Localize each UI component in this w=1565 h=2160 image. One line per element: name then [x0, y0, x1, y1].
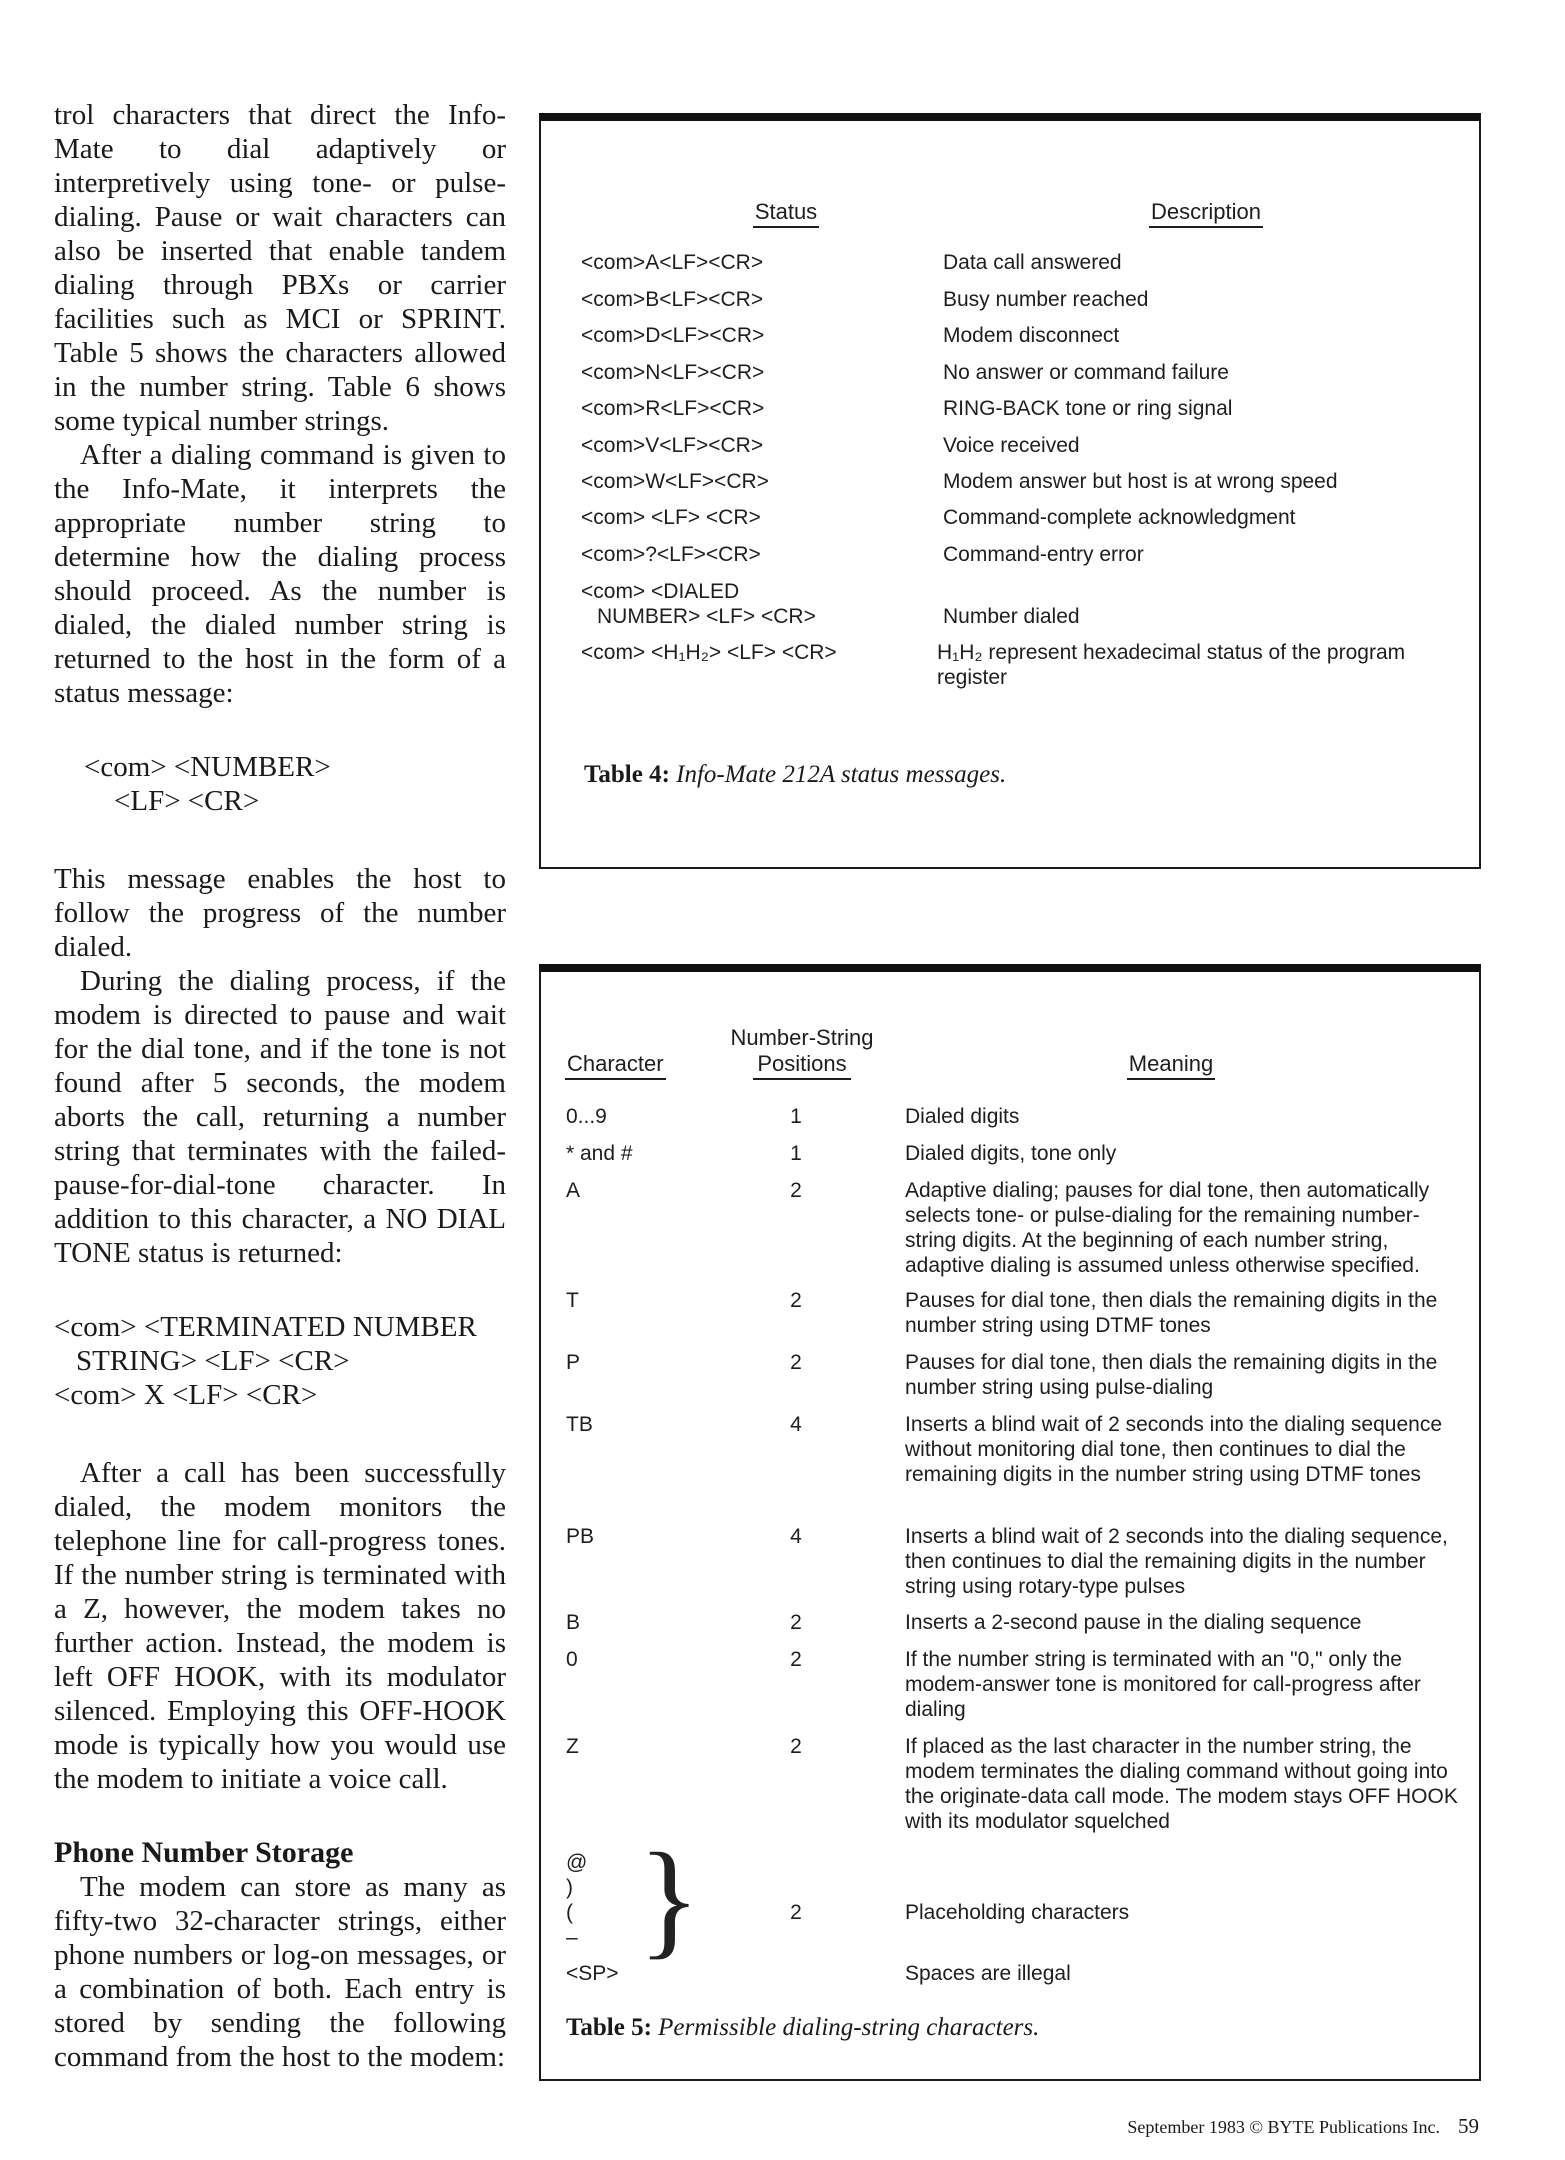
status-description: No answer or command failure: [943, 361, 1229, 384]
character-meaning: Dialed digits, tone only: [905, 1142, 1117, 1165]
page-number: 59: [1458, 2114, 1479, 2138]
table5-box: [539, 964, 1481, 2081]
status-code-line: NUMBER> <LF> <CR>: [597, 605, 816, 628]
caption-text: Permissible dialing-string characters.: [658, 2014, 1040, 2041]
header-label: Positions: [753, 1051, 850, 1080]
string-positions: 2: [790, 1611, 802, 1634]
status-description: Busy number reached: [943, 288, 1149, 311]
section-heading: Phone Number Storage: [54, 1836, 354, 1869]
paragraph: trol characters that direct the Info-Mate to dial adaptively or interpretively using tone- or pulse-dialing. Pause or wait characters can also be inserted that enable tandem dialing through PBXs or carrier facilities such as MCI or SPRINT. Table 5 shows the characters allowed in the number string. Table 6 shows some typical number strings.: [54, 99, 506, 437]
status-code: <com>B<LF><CR>: [581, 288, 764, 311]
dial-character: ): [566, 1876, 573, 1899]
status-code: <com> <H₁H₂> <LF> <CR>: [581, 641, 837, 664]
dial-character: PB: [566, 1525, 595, 1548]
caption-label: Table 4:: [584, 761, 670, 788]
status-code: <com>A<LF><CR>: [581, 251, 764, 274]
code-line: <com> X <LF> <CR>: [54, 1379, 318, 1411]
dial-character: T: [566, 1289, 579, 1312]
status-description: Command-entry error: [943, 543, 1144, 566]
status-description: H₁H₂ represent hexadecimal status of the program register: [937, 641, 1406, 689]
dial-character: Z: [566, 1735, 579, 1758]
dial-character: TB: [566, 1413, 593, 1436]
status-description: Number dialed: [943, 605, 1080, 628]
string-positions: 2: [790, 1735, 802, 1758]
string-positions: 2: [790, 1289, 802, 1312]
table4-header-status: [661, 199, 911, 228]
header-label: Description: [1149, 199, 1263, 228]
status-message-example: [54, 750, 506, 818]
header-label: Meaning: [1127, 1051, 1215, 1080]
table4-box: [539, 113, 1481, 869]
status-code: <com>R<LF><CR>: [581, 397, 765, 420]
placeholding-character-list: [566, 1850, 606, 1950]
code-line: <com> <NUMBER>: [84, 751, 331, 783]
string-positions: 4: [790, 1525, 802, 1548]
status-code: <com>V<LF><CR>: [581, 434, 764, 457]
header-label: Character: [565, 1051, 666, 1080]
dial-character: @: [566, 1851, 588, 1874]
string-positions: 1: [790, 1142, 802, 1165]
string-positions: 2: [790, 1351, 802, 1374]
character-meaning: Pauses for dial tone, then dials the remaining digits in the number string using DTMF tones: [905, 1289, 1438, 1337]
code-line: <com> <TERMINATED NUMBER: [54, 1311, 477, 1343]
dial-character: B: [566, 1611, 581, 1634]
character-meaning: Inserts a blind wait of 2 seconds into the dialing sequence without monitoring dial tone, then continues to dial the remaining digits in the number string using DTMF tones: [905, 1413, 1443, 1486]
status-description: Data call answered: [943, 251, 1122, 274]
character-meaning: If placed as the last character in the number string, the modem terminates the dialing command without going into the originate-data call mode. The modem stays OFF HOOK with its modulator squelched: [905, 1735, 1458, 1833]
table4-header-description: [1081, 199, 1331, 228]
dial-character: (: [566, 1901, 573, 1924]
footer-credit: September 1983 © BYTE Publications Inc.: [1127, 2117, 1440, 2137]
character-meaning: Spaces are illegal: [905, 1962, 1071, 1985]
paragraph: This message enables the host to follow the progress of the number dialed.: [54, 863, 506, 963]
character-meaning: If the number string is terminated with an "0," only the modem-answer tone is monitored for call-progress after dialing: [905, 1648, 1421, 1721]
string-positions: 2: [790, 1901, 802, 1924]
paragraph: After a call has been successfully dialed, the modem monitors the telephone line for call-progress tones. If the number string is terminated with a Z, however, the modem takes no further action. Instead, the modem is left OFF HOOK, with its modulator silenced. Employing this OFF-HOOK mode is typically how you would use the modem to initiate a voice call.: [54, 1457, 506, 1795]
dial-character: P: [566, 1351, 581, 1374]
character-meaning: Adaptive dialing; pauses for dial tone, then automatically selects tone- or pulse-dialing for the remaining number-string digits. At the beginning of each number string, adaptive dialing is assumed unless otherwise specified.: [905, 1179, 1430, 1277]
table5-header-character: [565, 1051, 695, 1080]
status-code: <com>?<LF><CR>: [581, 543, 761, 566]
dial-character: 0: [566, 1648, 578, 1671]
article-column: [54, 98, 506, 2074]
right-brace-icon: }: [638, 1827, 701, 1971]
status-description: Command-complete acknowledgment: [943, 506, 1296, 529]
caption-text: Info-Mate 212A status messages.: [676, 761, 1007, 788]
dial-character: * and #: [566, 1142, 633, 1165]
status-description: Modem answer but host is at wrong speed: [943, 470, 1338, 493]
page-footer: [1127, 2114, 1479, 2139]
character-meaning: Inserts a blind wait of 2 seconds into the dialing sequence, then continues to dial the remaining digits in the number string using rotary-type pulses: [905, 1525, 1448, 1598]
status-description: Modem disconnect: [943, 324, 1120, 347]
table5-header-positions: [727, 1025, 877, 1080]
dial-character: A: [566, 1179, 581, 1202]
character-meaning: Pauses for dial tone, then dials the remaining digits in the number string using pulse-dialing: [905, 1351, 1438, 1399]
paragraph: During the dialing process, if the modem is directed to pause and wait for the dial tone, and if the tone is not found after 5 seconds, the modem aborts the call, returning a number string that terminates with the failed-pause-for-dial-tone character. In addition to this character, a NO DIAL TONE status is returned:: [54, 965, 506, 1269]
string-positions: 4: [790, 1413, 802, 1436]
status-description: Voice received: [943, 434, 1080, 457]
dial-character: <SP>: [566, 1962, 619, 1985]
status-code: <com> <LF> <CR>: [581, 506, 761, 529]
dial-character: 0...9: [566, 1105, 607, 1128]
no-dial-tone-example: [54, 1310, 506, 1412]
string-positions: 1: [790, 1105, 802, 1128]
code-line: <LF> <CR>: [114, 785, 260, 817]
caption-label: Table 5:: [566, 2014, 652, 2041]
table5-header-meaning: [1081, 1051, 1261, 1080]
status-code: <com>W<LF><CR>: [581, 470, 769, 493]
character-meaning: Dialed digits: [905, 1105, 1020, 1128]
status-description: RING-BACK tone or ring signal: [943, 397, 1233, 420]
table5-caption: [566, 2014, 1039, 2042]
string-positions: 2: [790, 1179, 802, 1202]
status-code: [581, 579, 931, 629]
status-code-line: <com> <DIALED: [581, 580, 740, 603]
string-positions: 2: [790, 1648, 802, 1671]
code-line: STRING> <LF> <CR>: [76, 1345, 350, 1377]
header-label: Number-String: [730, 1025, 874, 1050]
status-code: <com>D<LF><CR>: [581, 324, 765, 347]
character-meaning: Placeholding characters: [905, 1901, 1130, 1924]
paragraph: After a dialing command is given to the Info-Mate, it interprets the appropriate number string to determine how the dialing process should proceed. As the number is dialed, the dialed number string is returned to the host in the form of a status message:: [54, 439, 506, 709]
header-label: Status: [753, 199, 819, 228]
paragraph: The modem can store as many as fifty-two 32-character strings, either phone numbers or log-on messages, or a combination of both. Each entry is stored by sending the following command from the host to the modem:: [54, 1871, 506, 2073]
table4-caption: [584, 761, 1006, 789]
status-code: <com>N<LF><CR>: [581, 361, 765, 384]
character-meaning: Inserts a 2-second pause in the dialing sequence: [905, 1611, 1362, 1634]
dial-character: –: [566, 1926, 578, 1949]
